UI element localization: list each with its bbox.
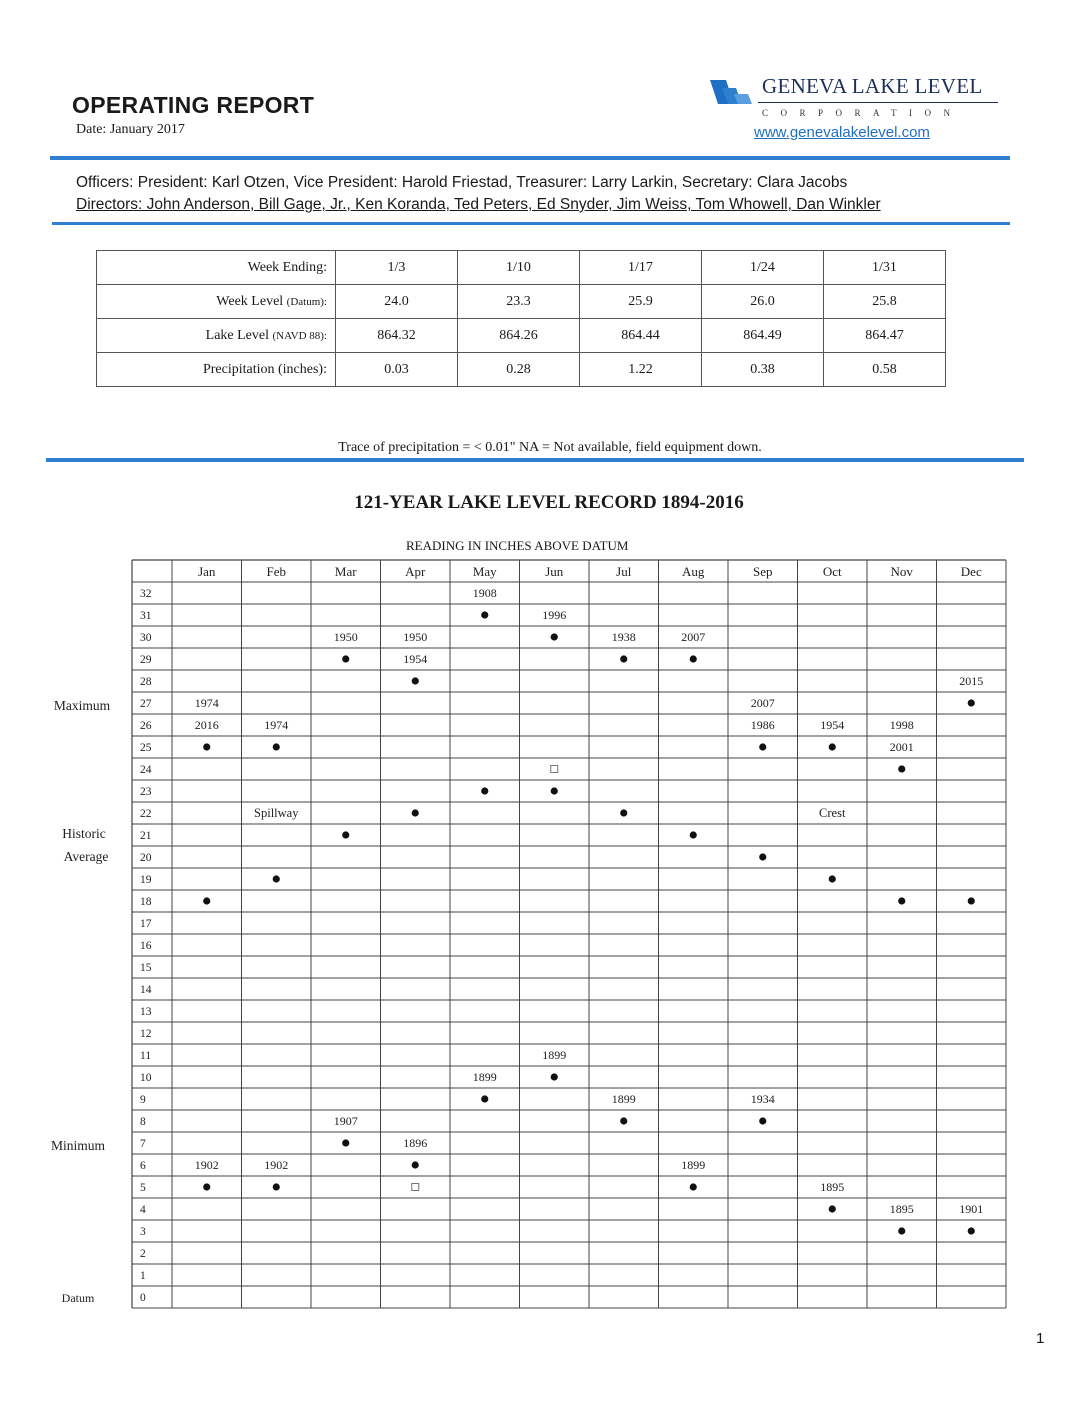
maximum-year-label: 1954 — [403, 652, 428, 666]
maximum-year-label: 1950 — [333, 630, 358, 644]
week-level-unit: (Datum): — [286, 295, 327, 308]
minimum-marker — [412, 1161, 419, 1168]
average-marker — [412, 809, 419, 816]
month-header: Feb — [266, 564, 286, 579]
maximum-year-label: 2007 — [681, 630, 706, 644]
maximum-year-label: 2007 — [750, 696, 775, 710]
average-marker — [759, 853, 766, 860]
month-header: Jun — [545, 564, 564, 579]
row-level-label: 21 — [140, 830, 152, 842]
minimum-marker — [273, 1183, 280, 1190]
average-marker — [342, 831, 349, 838]
lake-level-cell: 864.26 — [458, 319, 580, 353]
maximum-year-label: 1986 — [750, 718, 775, 732]
maximum-year-label: 2016 — [194, 718, 219, 732]
officers-line: Officers: President: Karl Otzen, Vice President: Harold Friestad, Treasurer: Larry Larkin, Secretary: Clara Jacobs — [76, 174, 848, 191]
minimum-marker — [481, 1095, 488, 1102]
reference-label: Spillway — [254, 806, 299, 820]
week-level-text: Week Level — [216, 293, 284, 309]
row-level-label: 13 — [140, 1006, 152, 1018]
lake-level-cell: 864.32 — [336, 319, 458, 353]
maximum-marker — [481, 611, 488, 618]
maximum-marker — [412, 677, 419, 684]
row-level-label: 11 — [140, 1050, 152, 1062]
row-level-label: 0 — [140, 1292, 146, 1304]
minimum-year-label: 1907 — [333, 1114, 358, 1128]
row-level-label: 3 — [140, 1226, 146, 1238]
minimum-marker — [968, 1227, 975, 1234]
maximum-marker — [203, 743, 210, 750]
row-level-label: 29 — [140, 654, 152, 666]
report-title: OPERATING REPORT — [72, 92, 315, 118]
lake-level-cell: 864.49 — [702, 319, 824, 353]
row-level-label: 19 — [140, 874, 152, 886]
maximum-marker — [898, 765, 905, 772]
row-level-label: 32 — [140, 588, 152, 600]
month-header: Jan — [198, 564, 216, 579]
precip-cell: 0.38 — [702, 353, 824, 387]
maximum-marker — [968, 699, 975, 706]
minimum-label: Minimum — [50, 1138, 106, 1153]
row-level-label: 1 — [140, 1270, 146, 1282]
maximum-year-label: 1938 — [611, 630, 636, 644]
minimum-year-label: 1899 — [542, 1048, 567, 1062]
month-header: Apr — [405, 564, 426, 579]
precip-cell: 0.03 — [336, 353, 458, 387]
minimum-year-label: 1899 — [611, 1092, 636, 1106]
precip-cell: 0.28 — [458, 353, 580, 387]
maximum-marker — [759, 743, 766, 750]
row-level-label: 8 — [140, 1116, 146, 1128]
row-level-label: 20 — [140, 852, 152, 864]
maximum-year-label: 1996 — [542, 608, 567, 622]
minimum-year-label: 1934 — [750, 1092, 775, 1106]
row-level-label: 9 — [140, 1094, 146, 1106]
month-header: Jul — [616, 564, 632, 579]
minimum-marker — [620, 1117, 627, 1124]
month-header: Dec — [960, 564, 982, 579]
row-level-label: 28 — [140, 676, 152, 688]
row-level-label: 22 — [140, 808, 152, 820]
row-level-label: 30 — [140, 632, 152, 644]
precipitation-note: Trace of precipitation = < 0.01" NA = Not available, field equipment down. — [338, 440, 762, 455]
row-level-label: 14 — [140, 984, 152, 996]
week-cell: 1/17 — [580, 251, 702, 285]
row-level-label: 10 — [140, 1072, 152, 1084]
maximum-marker — [690, 655, 697, 662]
week-level-cell: 25.9 — [580, 285, 702, 319]
row-level-label: 12 — [140, 1028, 152, 1040]
maximum-marker — [620, 655, 627, 662]
maximum-marker — [342, 655, 349, 662]
directors-line: Directors: John Anderson, Bill Gage, Jr., Ken Koranda, Ted Peters, Ed Snyder, Jim Weiss, Tom Whowell, Dan Winkler — [76, 196, 881, 213]
week-cell: 1/10 — [458, 251, 580, 285]
average-marker — [968, 897, 975, 904]
row-level-label: 23 — [140, 786, 152, 798]
minimum-year-label: 1895 — [889, 1202, 914, 1216]
logo-corporation: CORPORATION — [762, 108, 963, 118]
lake-level-cell: 864.44 — [580, 319, 702, 353]
row-level-label: 4 — [140, 1204, 146, 1216]
precip-cell: 0.58 — [824, 353, 946, 387]
row-level-label: 17 — [140, 918, 152, 930]
week-cell: 1/3 — [336, 251, 458, 285]
maximum-year-label: 1908 — [472, 586, 497, 600]
lake-level-unit: (NAVD 88): — [272, 329, 327, 342]
maximum-year-label: 1974 — [264, 718, 289, 732]
average-marker — [481, 787, 488, 794]
minimum-year-label: 1902 — [264, 1158, 289, 1172]
week-level-cell: 23.3 — [458, 285, 580, 319]
week-cell: 1/31 — [824, 251, 946, 285]
average-marker — [203, 897, 210, 904]
maximum-year-label: 1998 — [889, 718, 914, 732]
precipitation-label: Precipitation (inches): — [97, 353, 336, 387]
minimum-year-label: 1901 — [959, 1202, 984, 1216]
row-level-label: 7 — [140, 1138, 146, 1150]
row-level-label: 6 — [140, 1160, 146, 1172]
open-marker — [412, 1184, 419, 1191]
week-level-cell: 24.0 — [336, 285, 458, 319]
average-marker — [273, 875, 280, 882]
week-cell: 1/24 — [702, 251, 824, 285]
minimum-marker — [690, 1183, 697, 1190]
page-number: 1 — [1036, 1330, 1045, 1347]
week-level-cell: 26.0 — [702, 285, 824, 319]
minimum-marker — [759, 1117, 766, 1124]
minimum-marker — [203, 1183, 210, 1190]
average-marker — [898, 897, 905, 904]
maximum-year-label: 1974 — [194, 696, 219, 710]
precip-cell: 1.22 — [580, 353, 702, 387]
minimum-marker — [898, 1227, 905, 1234]
maximum-year-label: 1950 — [403, 630, 428, 644]
row-level-label: 25 — [140, 742, 152, 754]
month-header: Nov — [890, 564, 913, 579]
report-date: Date: January 2017 — [76, 122, 185, 137]
historic-label: Historic — [62, 826, 106, 841]
minimum-marker — [829, 1205, 836, 1212]
row-level-label: 24 — [140, 764, 152, 776]
row-level-label: 5 — [140, 1182, 146, 1194]
row-level-label: 15 — [140, 962, 152, 974]
minimum-year-label: 1899 — [681, 1158, 706, 1172]
month-header: Aug — [682, 564, 705, 579]
maximum-marker — [551, 633, 558, 640]
month-header: May — [472, 564, 497, 579]
maximum-label: Maximum — [53, 698, 111, 713]
row-level-label: 26 — [140, 720, 152, 732]
average-marker — [620, 809, 627, 816]
lake-level-text: Lake Level — [205, 327, 269, 343]
minimum-year-label: 1899 — [472, 1070, 497, 1084]
lake-level-cell: 864.47 — [824, 319, 946, 353]
datum-label: Datum — [61, 1291, 95, 1305]
minimum-year-label: 1902 — [194, 1158, 219, 1172]
maximum-marker — [829, 743, 836, 750]
average-marker — [551, 787, 558, 794]
average-marker — [829, 875, 836, 882]
month-header: Oct — [822, 564, 842, 579]
row-level-label: 18 — [140, 896, 152, 908]
maximum-marker — [273, 743, 280, 750]
row-level-label: 27 — [140, 698, 152, 710]
average-marker — [690, 831, 697, 838]
maximum-year-label: 2015 — [959, 674, 984, 688]
minimum-marker — [342, 1139, 349, 1146]
logo-name: GENEVA LAKE LEVEL — [762, 74, 983, 98]
minimum-year-label: 1895 — [820, 1180, 845, 1194]
minimum-marker — [551, 1073, 558, 1080]
reference-label: Crest — [819, 806, 846, 820]
row-level-label: 16 — [140, 940, 152, 952]
month-header: Sep — [753, 564, 773, 579]
record-subtitle: READING IN INCHES ABOVE DATUM — [406, 538, 629, 553]
average-label: Average — [63, 849, 109, 864]
month-header: Mar — [334, 564, 357, 579]
record-title: 121-YEAR LAKE LEVEL RECORD 1894-2016 — [354, 492, 744, 513]
week-ending-label: Week Ending: — [97, 251, 336, 285]
row-level-label: 2 — [140, 1248, 146, 1260]
maximum-year-label: 1954 — [820, 718, 845, 732]
maximum-year-label: 2001 — [889, 740, 914, 754]
week-level-cell: 25.8 — [824, 285, 946, 319]
open-marker — [551, 766, 558, 773]
row-level-label: 31 — [140, 610, 152, 622]
minimum-year-label: 1896 — [403, 1136, 428, 1150]
website-link[interactable]: www.genevalakelevel.com — [754, 124, 930, 141]
